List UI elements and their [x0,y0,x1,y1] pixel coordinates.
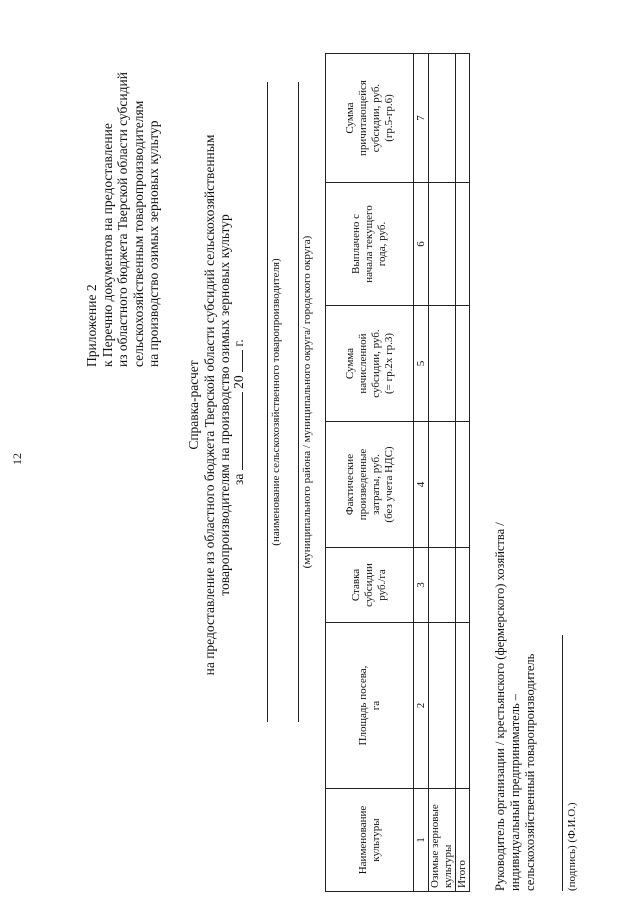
footer-line: Руководитель организации / крестьянского (фермерского) хозяйства / [493,522,507,891]
table-cell [456,422,470,548]
column-number: 2 [414,623,429,789]
header-cell: Сумма причитающейся субсидии, руб. (гр.5-гр.6) [326,54,414,183]
table-row [456,54,470,892]
period-suffix: г. [231,339,246,347]
annex-line: из областного бюджета Тверской области субсидий [115,72,130,367]
header-cell: Площадь посева, га [326,623,414,789]
footer-line: сельскохозяйственный товаропроизводитель [523,653,537,891]
header-cell: Фактические произведенные затраты, руб. (без учета НДС) [326,422,414,548]
period-line [230,339,247,485]
form-title-line: Справка-расчет [186,360,201,450]
header-cell: Наименование культуры [326,789,414,892]
table-row [429,54,456,892]
table-cell [429,623,456,789]
row-label: Итого [456,789,470,892]
row-label: Озимые зерновые культуры [429,789,456,892]
form-title-line: товаропроизводителям на производство озимых зерновых культур [217,214,232,596]
column-number: 7 [414,54,429,183]
period-prefix: за [231,473,246,485]
table-number-row [414,54,429,892]
annex-line: Приложение 2 [84,284,99,367]
producer-name-line [267,82,268,722]
column-number: 3 [414,548,429,623]
column-number: 5 [414,306,429,422]
header-cell: Выплачено с начала текущего года, руб. [326,183,414,306]
form-title-line: на предоставление из областного бюджета Тверской области субсидий сельскохозяйственным [201,134,217,676]
table-cell [429,183,456,306]
table-cell [456,54,470,183]
signature-line [562,635,563,891]
period-year: 20 [231,375,246,389]
page-number: 12 [10,453,24,465]
footer-line: индивидуальный предприниматель – [508,693,522,891]
header-cell: Ставка субсидии руб./га [326,548,414,623]
table-cell [456,623,470,789]
signature-caption: (подпись) (Ф.И.О.) [566,802,578,891]
table-header-row [326,54,414,892]
column-number: 1 [414,789,429,892]
header-cell: Сумма начисленной субсидии, руб. (= гр.2х гр.3) [326,306,414,422]
table-cell [456,306,470,422]
column-number: 6 [414,183,429,306]
municipality-line [298,82,299,722]
producer-name-caption: (наименование сельскохозяйственного товаропроизводителя) [270,258,282,546]
table-cell [456,548,470,623]
annex-block [84,72,162,367]
annex-line: сельскохозяйственным товаропроизводителям [130,100,146,367]
subsidy-table [325,53,470,892]
footer-block [493,522,538,891]
table-cell [456,183,470,306]
annex-line: к Перечню документов на предоставление [99,123,115,367]
table-cell [429,548,456,623]
municipality-caption: (муниципального района / муниципального округа/ городского округа) [301,235,313,569]
annex-line: на производство озимых зерновых культур [146,120,161,367]
column-number: 4 [414,422,429,548]
year-blank [230,350,243,372]
table-cell [429,54,456,183]
table-cell [429,306,456,422]
form-title [186,85,233,725]
date-blank [230,392,243,470]
table-cell [429,422,456,548]
